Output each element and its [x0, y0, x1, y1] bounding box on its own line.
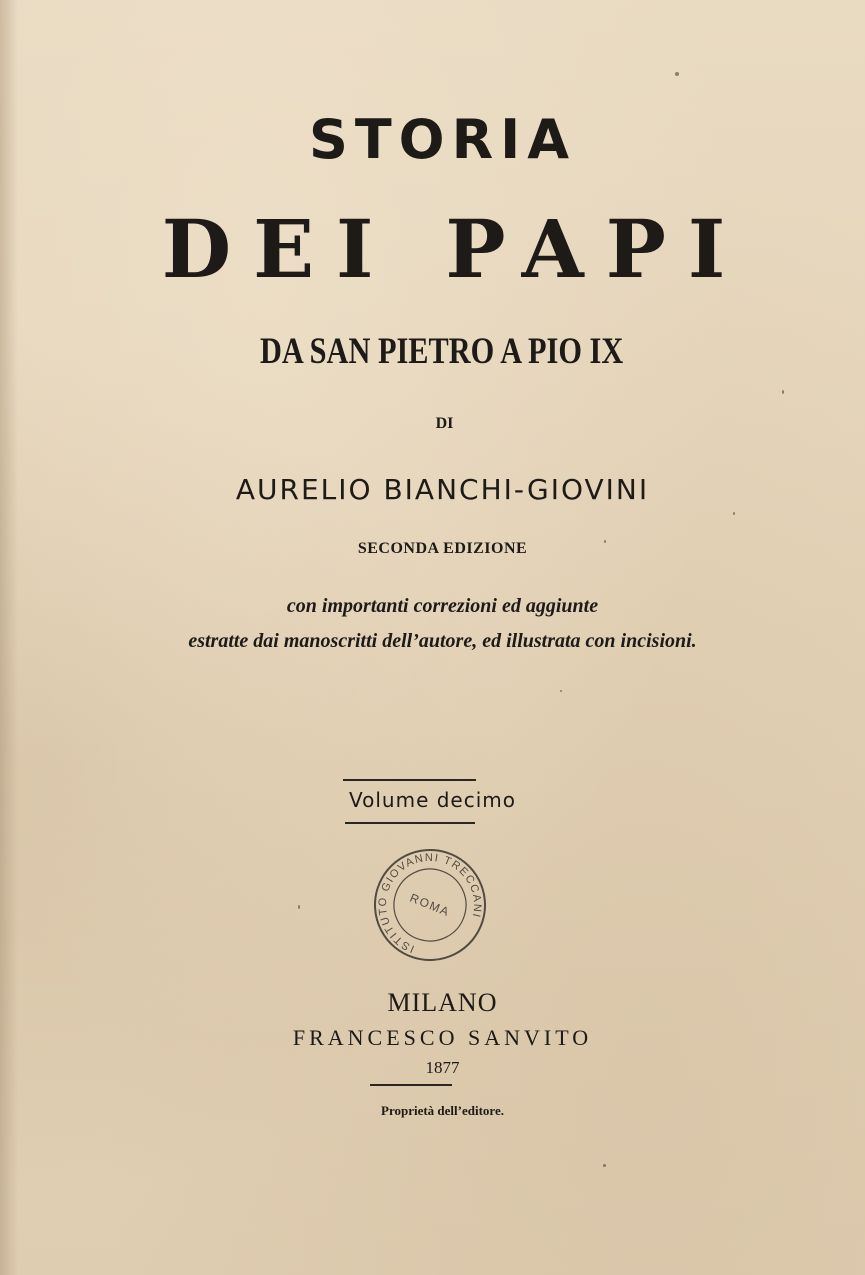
publication-year: 1877	[425, 1058, 460, 1077]
edition: SECONDA EDIZIONE	[357, 540, 528, 557]
title-line-1: STORIA	[308, 108, 577, 171]
title-line-2: DEI PAPI	[161, 202, 748, 296]
description-line-1: con importanti correzioni ed aggiunte	[286, 595, 599, 617]
year-rule	[370, 1084, 452, 1086]
paper-speck	[675, 72, 679, 76]
rights-notice: Proprietà dell’editore.	[381, 1103, 504, 1118]
volume-rule-bottom	[345, 822, 475, 824]
svg-text:ROMA: ROMA	[407, 890, 453, 920]
publisher: FRANCESCO SANVITO	[292, 1025, 593, 1050]
volume-label: Volume decimo	[348, 788, 516, 812]
paper-speck	[560, 690, 562, 692]
paper-speck	[733, 512, 735, 515]
volume-rule-top	[343, 779, 476, 781]
description-line-2: estratte dai manoscritti dell’autore, ed illustrata con incisioni.	[188, 630, 697, 652]
city: MILANO	[387, 988, 498, 1017]
library-stamp	[370, 845, 490, 965]
by-line: DI	[435, 415, 454, 432]
svg-text:ISTITUTO GIOVANNI TRECCANI: ISTITUTO GIOVANNI TRECCANI	[376, 851, 484, 955]
paper-speck	[603, 1164, 606, 1167]
paper-speck	[298, 905, 300, 909]
subtitle: DA SAN PIETRO A PIO IX	[259, 331, 624, 372]
paper-speck	[782, 390, 784, 394]
paper-speck	[604, 540, 606, 543]
author-name: AURELIO BIANCHI-GIOVINI	[235, 473, 650, 506]
